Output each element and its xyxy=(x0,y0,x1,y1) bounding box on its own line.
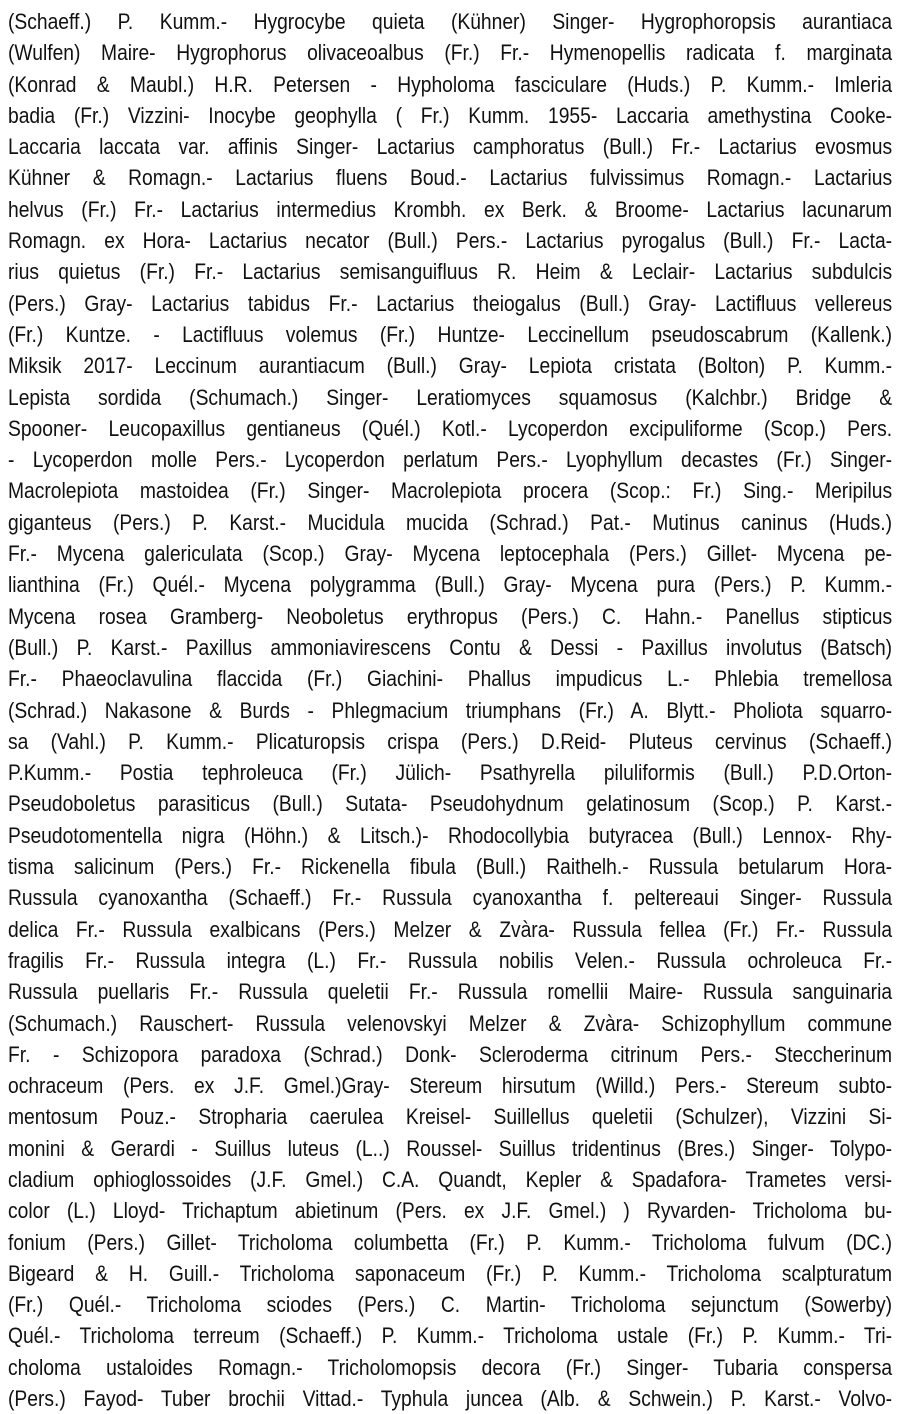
text-line: - Lycoperdon molle Pers.- Lycoperdon perlatum Pers.- Lyophyllum decastes (Fr.) Singer- xyxy=(8,447,893,473)
text-line: sa (Vahl.) P. Kumm.- Plicaturopsis crispa (Pers.) D.Reid- Pluteus cervinus (Schaeff.) xyxy=(8,728,893,754)
text-line: choloma ustaloides Romagn.- Tricholomopsis decora (Fr.) Singer- Tubaria conspersa xyxy=(8,1354,893,1380)
text-line: cladium ophioglossoides (J.F. Gmel.) C.A. Quandt, Kepler & Spadafora- Trametes versi- xyxy=(8,1166,893,1192)
text-line: (Schaeff.) P. Kumm.- Hygrocybe quieta (Kühner) Singer- Hygrophoropsis aurantiaca xyxy=(8,9,893,34)
text-line: Spooner- Leucopaxillus gentianeus (Quél.) Kotl.- Lycoperdon excipuliforme (Scop.) Pers. xyxy=(8,415,893,441)
text-line: (Wulfen) Maire- Hygrophorus olivaceoalbus (Fr.) Fr.- Hymenopellis radicata f. marginata xyxy=(8,40,893,66)
text-line: ochraceum (Pers. ex J.F. Gmel.)Gray- Stereum hirsutum (Willd.) Pers.- Stereum subto- xyxy=(8,1073,893,1099)
text-line: helvus (Fr.) Fr.- Lactarius intermedius Krombh. ex Berk. & Broome- Lactarius lacunarum xyxy=(8,196,893,222)
text-line: (Schumach.) Rauschert- Russula velenovskyi Melzer & Zvàra- Schizophyllum commune xyxy=(8,1010,893,1036)
text-line: Kühner & Romagn.- Lactarius fluens Boud.- Lactarius fulvissimus Romagn.- Lactarius xyxy=(8,165,893,191)
text-line: Fr. - Schizopora paradoxa (Schrad.) Donk- Scleroderma citrinum Pers.- Steccherinum xyxy=(8,1041,893,1067)
text-line: (Schrad.) Nakasone & Burds - Phlegmacium triumphans (Fr.) A. Blytt.- Pholiota squarro- xyxy=(8,697,893,723)
text-line: Mycena rosea Gramberg- Neoboletus erythropus (Pers.) C. Hahn.- Panellus stipticus xyxy=(8,603,893,629)
text-line: color (L.) Lloyd- Trichaptum abietinum (Pers. ex J.F. Gmel.) ) Ryvarden- Tricholoma bu- xyxy=(8,1198,893,1224)
text-line: Pseudotomentella nigra (Höhn.) & Litsch.)- Rhodocollybia butyracea (Bull.) Lennox- Rhy- xyxy=(8,822,893,848)
text-line: Romagn. ex Hora- Lactarius necator (Bull.) Pers.- Lactarius pyrogalus (Bull.) Fr.- Lacta- xyxy=(8,228,893,254)
text-line: Macrolepiota mastoidea (Fr.) Singer- Macrolepiota procera (Scop.: Fr.) Sing.- Meripilus xyxy=(8,478,893,504)
text-line: rius quietus (Fr.) Fr.- Lactarius semisanguifluus R. Heim & Leclair- Lactarius subdulcis xyxy=(8,259,893,285)
text-line: tisma salicinum (Pers.) Fr.- Rickenella fibula (Bull.) Raithelh.- Russula betularum Hora- xyxy=(8,854,893,880)
text-line: Quél.- Tricholoma terreum (Schaeff.) P. Kumm.- Tricholoma ustale (Fr.) P. Kumm.- Tri- xyxy=(8,1323,893,1349)
text-line: giganteus (Pers.) P. Karst.- Mucidula mucida (Schrad.) Pat.- Mutinus caninus (Huds.) xyxy=(8,509,893,535)
text-line: badia (Fr.) Vizzini- Inocybe geophylla ( Fr.) Kumm. 1955- Laccaria amethystina Cooke- xyxy=(8,102,893,128)
text-line: (Konrad & Maubl.) H.R. Petersen - Hypholoma fasciculare (Huds.) P. Kumm.- Imleria xyxy=(8,71,893,97)
text-line: delica Fr.- Russula exalbicans (Pers.) Melzer & Zvàra- Russula fellea (Fr.) Fr.- Russula xyxy=(8,916,893,942)
text-line: (Fr.) Kuntze. - Lactifluus volemus (Fr.) Huntze- Leccinellum pseudoscabrum (Kallenk.) xyxy=(8,321,893,347)
text-line: Lepista sordida (Schumach.) Singer- Leratiomyces squamosus (Kalchbr.) Bridge & xyxy=(8,384,893,410)
text-line: Miksik 2017- Leccinum aurantiacum (Bull.) Gray- Lepiota cristata (Bolton) P. Kumm.- xyxy=(8,353,893,379)
text-line: fragilis Fr.- Russula integra (L.) Fr.- Russula nobilis Velen.- Russula ochroleuca Fr.- xyxy=(8,947,893,973)
text-line: Fr.- Phaeoclavulina flaccida (Fr.) Giachini- Phallus impudicus L.- Phlebia tremellosa xyxy=(8,666,893,692)
text-line: Pseudoboletus parasiticus (Bull.) Sutata- Pseudohydnum gelatinosum (Scop.) P. Karst.- xyxy=(8,791,893,817)
text-line: Bigeard & H. Guill.- Tricholoma saponaceum (Fr.) P. Kumm.- Tricholoma scalpturatum xyxy=(8,1260,893,1286)
text-line: Fr.- Mycena galericulata (Scop.) Gray- Mycena leptocephala (Pers.) Gillet- Mycena pe- xyxy=(8,541,893,567)
text-line: (Pers.) Gray- Lactarius tabidus Fr.- Lactarius theiogalus (Bull.) Gray- Lactifluus vellereus xyxy=(8,290,893,316)
text-line: lianthina (Fr.) Quél.- Mycena polygramma (Bull.) Gray- Mycena pura (Pers.) P. Kumm.- xyxy=(8,572,893,598)
species-list-text-block xyxy=(8,6,893,1412)
text-line: P.Kumm.- Postia tephroleuca (Fr.) Jülich- Psathyrella piluliformis (Bull.) P.D.Orton- xyxy=(8,760,893,786)
text-line: Russula cyanoxantha (Schaeff.) Fr.- Russula cyanoxantha f. peltereaui Singer- Russula xyxy=(8,885,893,911)
text-line: monini & Gerardi - Suillus luteus (L..) Roussel- Suillus tridentinus (Bres.) Singer- Tolypo- xyxy=(8,1135,893,1161)
text-line: mentosum Pouz.- Stropharia caerulea Kreisel- Suillellus queletii (Schulzer), Vizzini Si- xyxy=(8,1104,893,1130)
text-line: Laccaria laccata var. affinis Singer- Lactarius camphoratus (Bull.) Fr.- Lactarius evosmus xyxy=(8,134,893,160)
text-line: (Pers.) Fayod- Tuber brochii Vittad.- Typhula juncea (Alb. & Schwein.) P. Karst.- Volvo- xyxy=(8,1386,893,1412)
text-line: (Bull.) P. Karst.- Paxillus ammoniavirescens Contu & Dessi - Paxillus involutus (Batsch) xyxy=(8,634,893,660)
text-line: (Fr.) Quél.- Tricholoma sciodes (Pers.) C. Martin- Tricholoma sejunctum (Sowerby) xyxy=(8,1292,893,1318)
text-line: fonium (Pers.) Gillet- Tricholoma columbetta (Fr.) P. Kumm.- Tricholoma fulvum (DC.) xyxy=(8,1229,893,1255)
text-line: Russula puellaris Fr.- Russula queletii Fr.- Russula romellii Maire- Russula sanguinaria xyxy=(8,979,893,1005)
